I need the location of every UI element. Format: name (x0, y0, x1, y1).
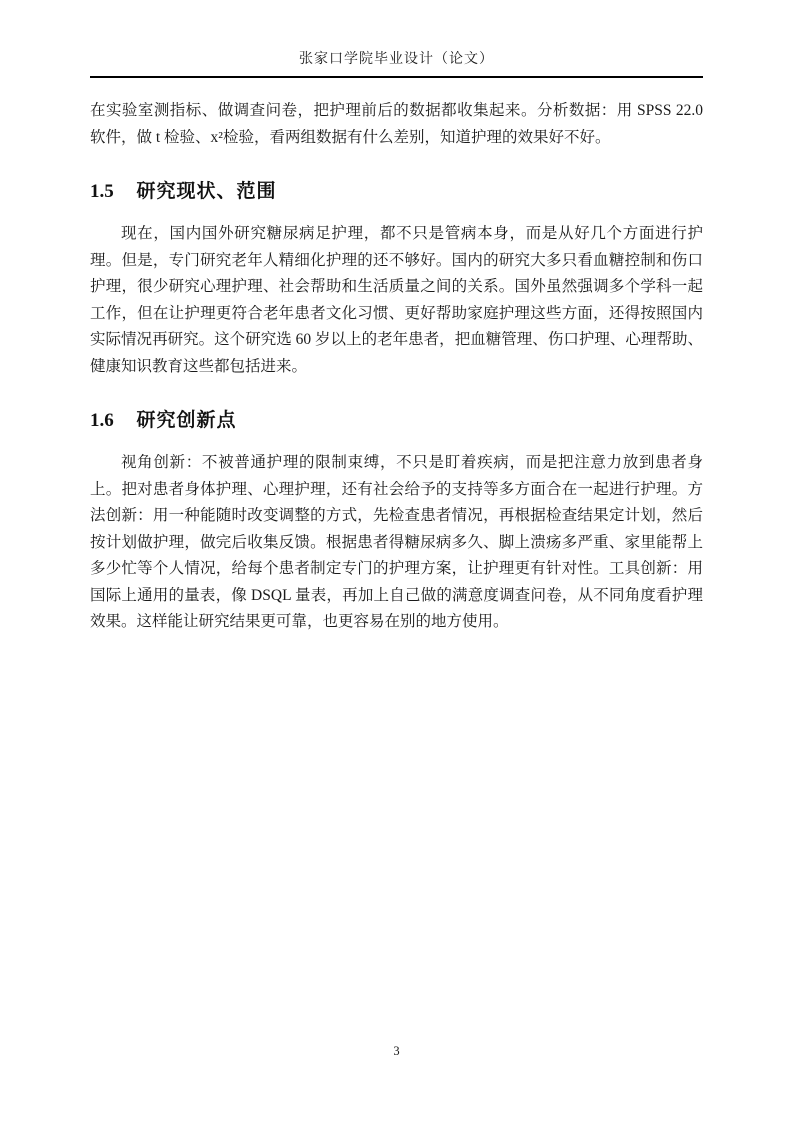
section-1-6 (90, 408, 703, 636)
section-heading-1-6 (90, 408, 703, 434)
page-body (90, 78, 703, 636)
page-number: 3 (393, 1044, 400, 1058)
page-header (90, 0, 703, 78)
section-paragraph: 视角创新：不被普通护理的限制束缚，不只是盯着疾病，而是把注意力放到患者身上。把对患者身体护理、心理护理，还有社会给予的支持等多方面合在一起进行护理。方法创新：用一种能随时改变调整的方式，先检查患者情况，再根据检查结果定计划，然后按计划做护理，做完后收集反馈。根据患者得糖尿病多久、脚上溃疡多严重、家里能帮上多少忙等个人情况，给每个患者制定专门的护理方案，让护理更有针对性。工具创新：用国际上通用的量表，像 DSQL 量表，再加上自己做的满意度调查问卷，从不同角度看护理效果。这样能让研究结果更可靠，也更容易在别的地方使用。 (90, 454, 703, 630)
section-number: 1.6 (90, 410, 114, 431)
section-title: 研究现状、范围 (136, 181, 277, 202)
section-heading-1-5 (90, 179, 703, 205)
section-number: 1.5 (90, 181, 114, 202)
page-footer (0, 1042, 793, 1060)
header-title: 张家口学院毕业设计（论文） (299, 52, 494, 67)
section-1-5 (90, 179, 703, 380)
intro-paragraph: 在实验室测指标、做调查问卷，把护理前后的数据都收集起来。分析数据：用 SPSS 22.0 软件，做 t 检验、x²检验，看两组数据有什么差别，知道护理的效果好不好。 (90, 102, 703, 146)
section-paragraph: 现在，国内国外研究糖尿病足护理，都不只是管病本身，而是从好几个方面进行护理。但是，专门研究老年人精细化护理的还不够好。国内的研究大多只看血糖控制和伤口护理，很少研究心理护理、社会帮助和生活质量之间的关系。国外虽然强调多个学科一起工作，但在让护理更符合老年患者文化习惯、更好帮助家庭护理这些方面，还得按照国内实际情况再研究。这个研究选 60 岁以上的老年患者，把血糖管理、伤口护理、心理帮助、健康知识教育这些都包括进来。 (90, 225, 703, 375)
section-title: 研究创新点 (136, 410, 237, 431)
